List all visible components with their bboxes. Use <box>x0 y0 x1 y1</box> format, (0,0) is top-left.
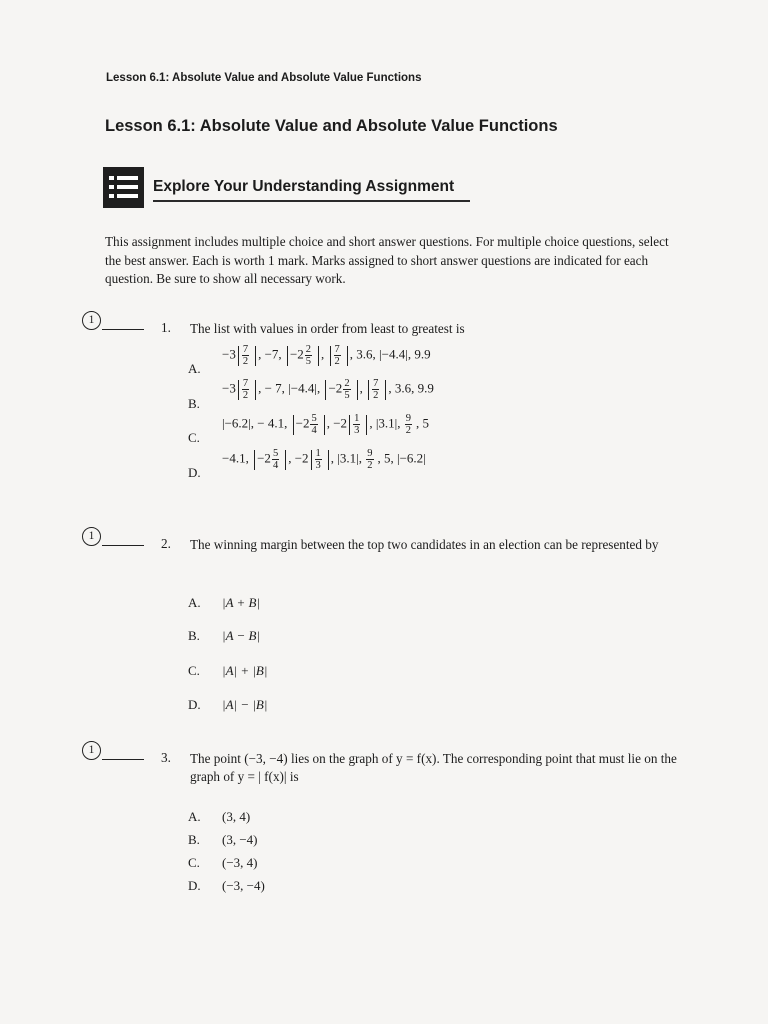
question-text: The point (−3, −4) lies on the graph of y = f(x). The corresponding point that must lie on the graph of y = | f(x)| is <box>190 751 677 784</box>
instructions-paragraph: This assignment includes multiple choice and short answer questions. For multiple choice questions, select the best answer. Each is worth 1 mark. Marks assigned to short answer questions are indicated for each question. Be sure to show all necessary work. <box>105 234 669 286</box>
option-letter: C. <box>188 430 200 445</box>
marks-indicator <box>82 527 144 546</box>
option-value: |A| + |B| <box>222 663 268 678</box>
answer-blank[interactable] <box>102 759 144 760</box>
option-letter: A. <box>188 595 201 610</box>
option-value: (−3, −4) <box>222 878 265 893</box>
answer-blank[interactable] <box>102 329 144 330</box>
option-letter: C. <box>188 855 200 870</box>
question-number: 2. <box>161 536 171 551</box>
question-number: 1. <box>161 320 171 335</box>
option-letter: D. <box>188 697 201 712</box>
option-value: |−6.2|, − 4.1, −2 $\frac{5}{4}$ , −2 $\frac{1}{3}$ , |3.1|, $\frac{9}{2}$ , 5 <box>222 413 430 436</box>
list-icon <box>103 167 144 208</box>
marks-indicator <box>82 741 144 760</box>
option-letter: B. <box>188 396 200 411</box>
option-value: (3, −4) <box>222 832 258 847</box>
option-letter: B. <box>188 628 200 643</box>
option-value: −4.1, −2 $\frac{5}{4}$ , −2 $\frac{1}{3}$ , |3.1|, $\frac{9}{2}$ , 5, |−6.2| <box>222 448 426 471</box>
page-title: Lesson 6.1: Absolute Value and Absolute Value Functions <box>105 117 558 135</box>
option-value: |A + B| <box>222 595 261 610</box>
option-value: |A − B| <box>222 628 261 643</box>
marks-circle: 1 <box>82 311 101 330</box>
marks-indicator <box>82 311 144 330</box>
question-text: The list with values in order from least to greatest is <box>190 321 465 336</box>
option-letter: B. <box>188 832 200 847</box>
marks-circle: 1 <box>82 527 101 546</box>
option-letter: C. <box>188 663 200 678</box>
section-divider <box>153 200 470 202</box>
option-value: −3 $\frac{7}{2}$ , − 7, |−4.4|, −2 $\frac{2}{5}$ , $\frac{7}{2}$ , 3.6, 9.9 <box>222 378 434 401</box>
section-title: Explore Your Understanding Assignment <box>153 178 455 195</box>
option-letter: D. <box>188 465 201 480</box>
option-value: (−3, 4) <box>222 855 258 870</box>
option-letter: A. <box>188 361 201 376</box>
option-value: |A| − |B| <box>222 697 268 712</box>
question-number: 3. <box>161 750 171 765</box>
option-value: (3, 4) <box>222 809 251 824</box>
option-letter: A. <box>188 809 201 824</box>
option-value: −3 $\frac{7}{2}$ , −7, −2 $\frac{2}{5}$ , $\frac{7}{2}$ , 3.6, |−4.4|, 9.9 <box>222 344 431 367</box>
running-header: Lesson 6.1: Absolute Value and Absolute Value Functions <box>106 72 422 84</box>
question-text: The winning margin between the top two candidates in an election can be represented by <box>190 537 659 552</box>
option-letter: D. <box>188 878 201 893</box>
answer-blank[interactable] <box>102 545 144 546</box>
marks-circle: 1 <box>82 741 101 760</box>
